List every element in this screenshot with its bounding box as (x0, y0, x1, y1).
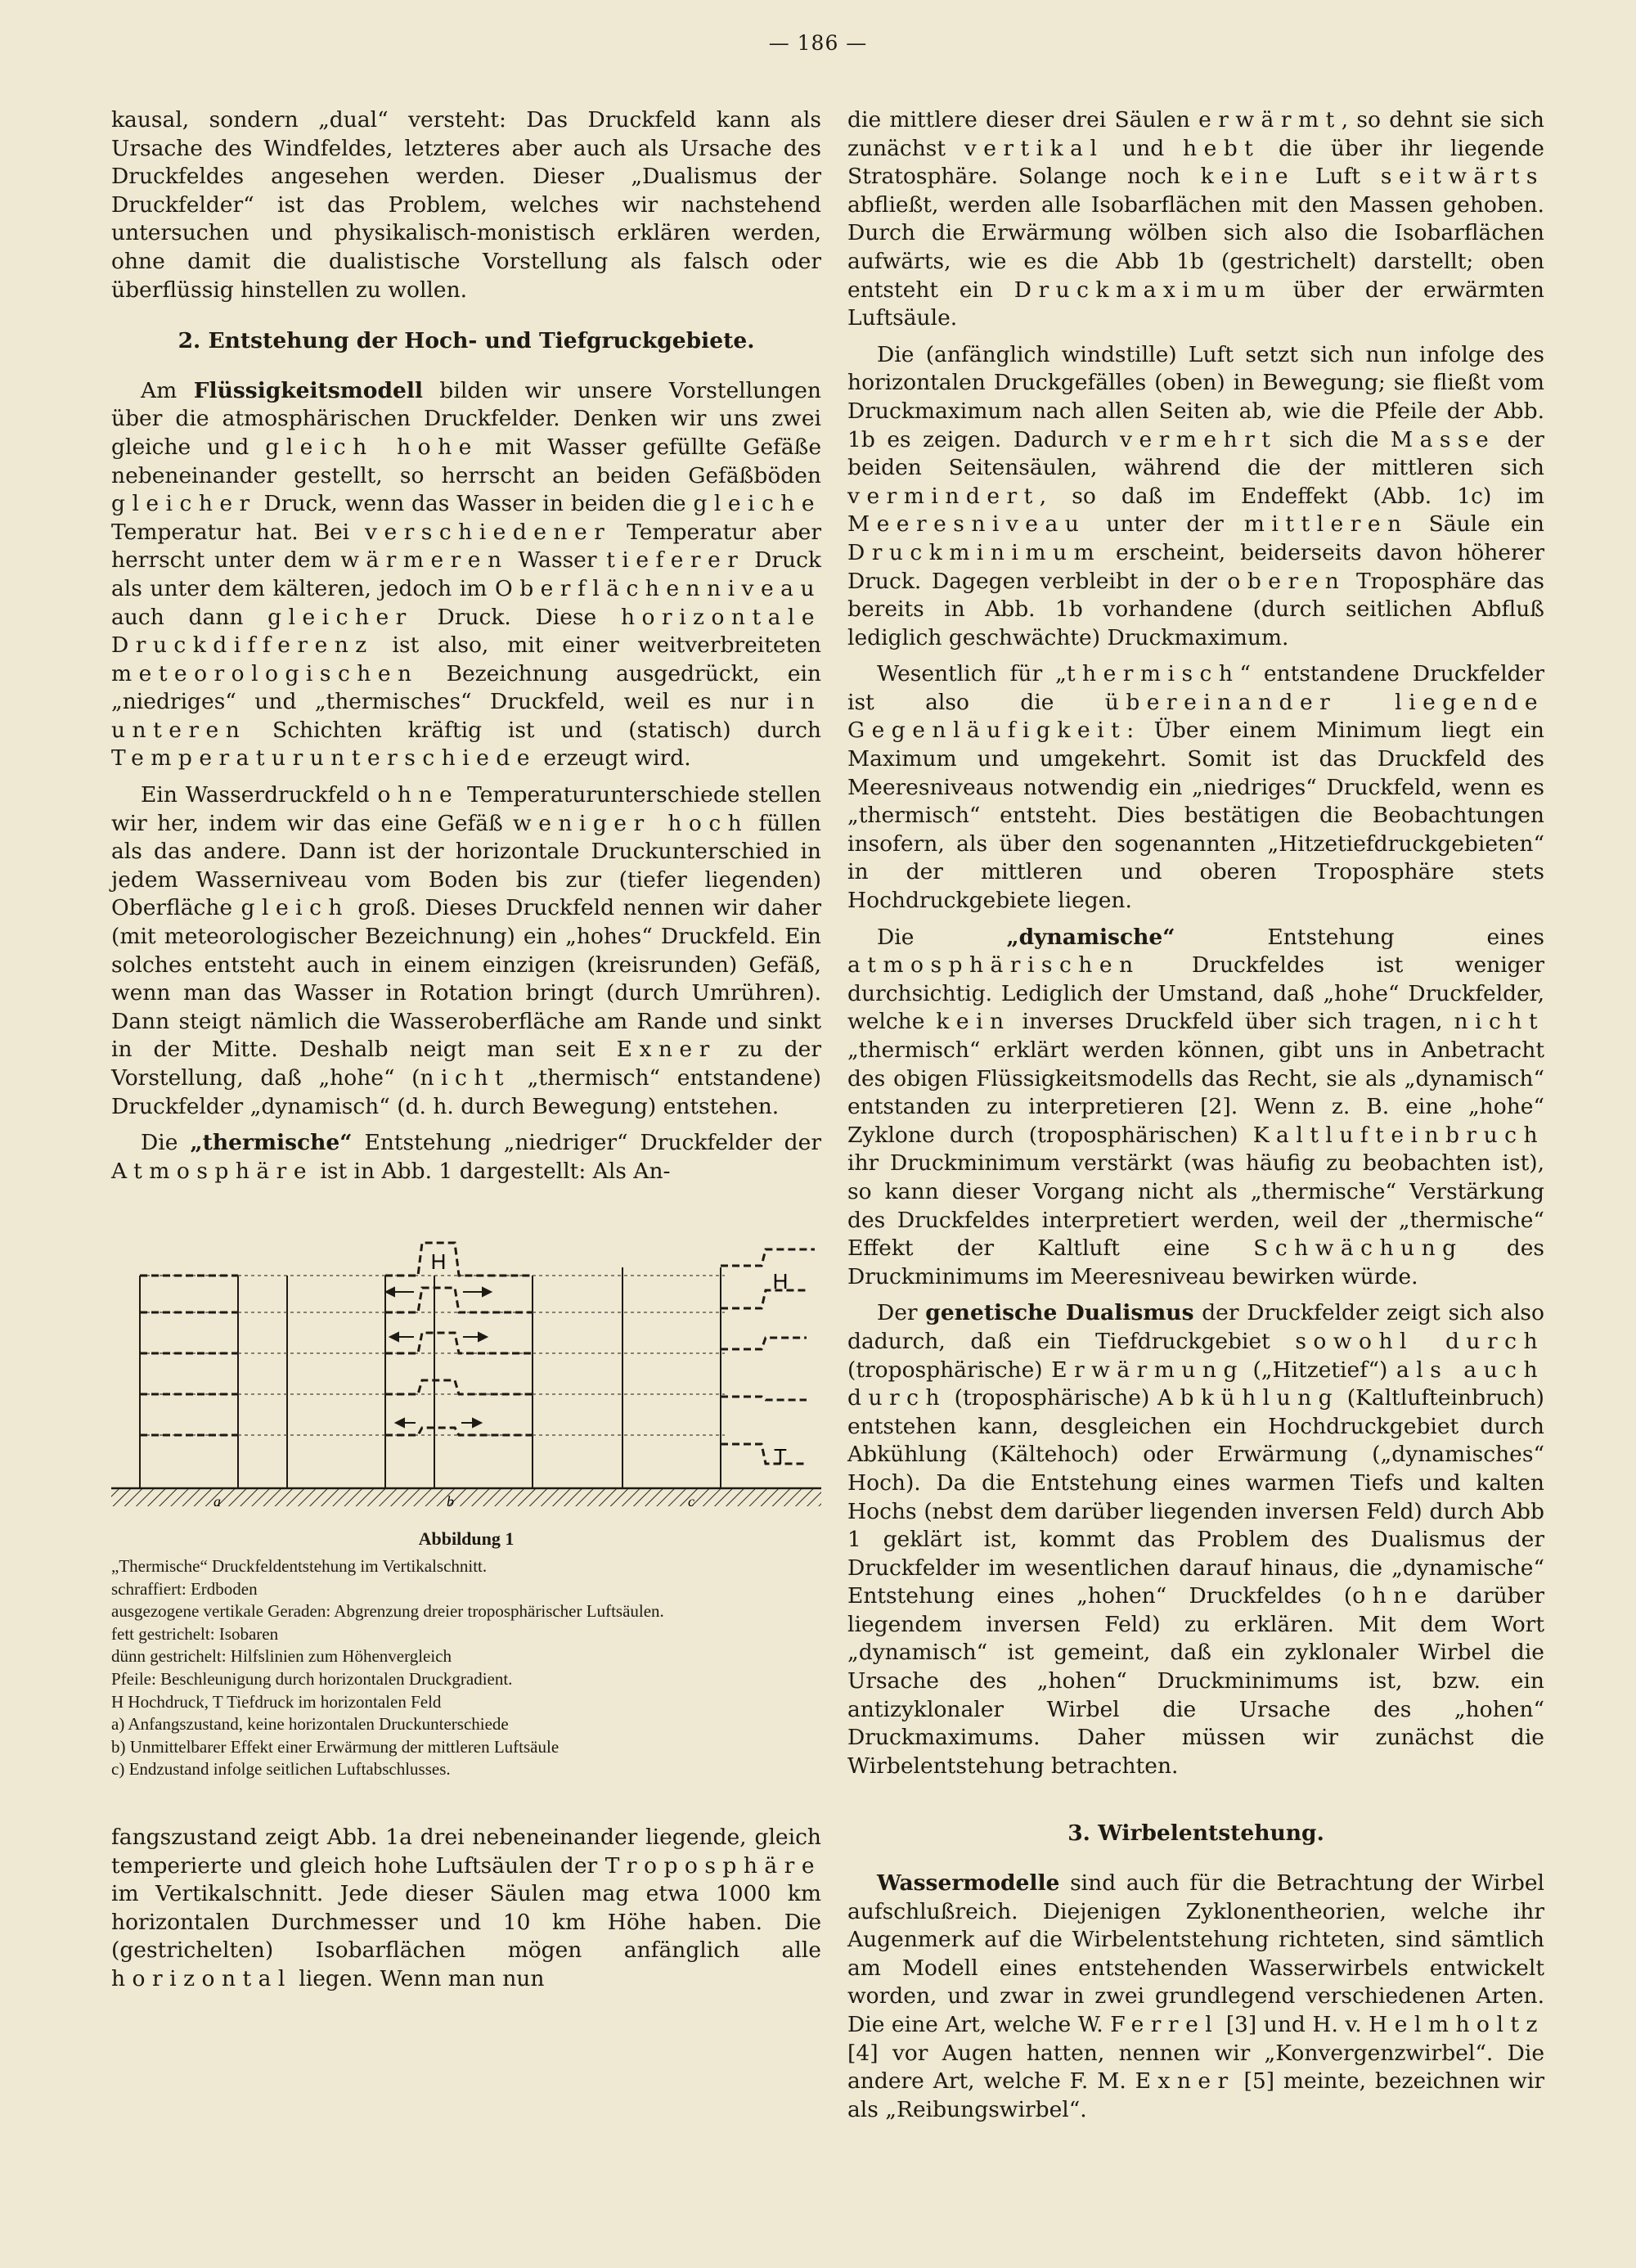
left-column (111, 106, 821, 1993)
label-h-b: H (430, 1249, 447, 1275)
right-paragraph-5: Der genetische Dualismus der Druckfelder zeigt sich also dadurch, daß ein Tiefdruckgebiet sowohl durch (troposphärische) Erwärmung („Hitzetief“) als auch durch (troposphärische) Abkühlung (Kaltlufteinbruch) entstehen kann, desgleichen ein Hochdruckgebiet durch Abkühlung (Kältehoch) oder Erwärmung („dynamisches“ Hoch). Da die Entstehung eines warmen Tiefs und kalten Hochs (nebst dem darüber liegenden inversen Feld) durch Abb 1 geklärt ist, kommt das Problem des Dualismus der Druckfelder im wesentlichen darauf hinaus, die „dynamische“ Entstehung eines „hohen“ Druckfeldes (ohne darüber liegendem inversen Feld) zu erklären. Mit dem Wort „dynamisch“ ist gemeint, daß ein zyklonaler Wirbel die Ursache des „hohen“ Druckminimums ist, bzw. ein antizyklonaler Wirbel die Ursache des „hohen“ Druckmaximums. Daher müssen wir zunächst die Wirbelentstehung betrachten. (847, 1300, 1544, 1779)
right-paragraph-2: Die (anfänglich windstille) Luft setzt sich nun infolge des horizontalen Druckgefälles (oben) in Bewegung; sie fließt vom Druckmaximum nach allen Seiten ab, wie die Pfeile der Abb. 1b es zeigen. Dadurch vermehrt sich die Masse der beiden Seitensäulen, während die der mittleren sich vermindert, so daß im Endeffekt (Abb. 1c) im Meeresniveau unter der mittleren Säule ein Druckminimum erscheint, beiderseits davon höherer Druck. Dagegen verbleibt in der oberen Troposphäre das bereits in Abb. 1b vorhandene (durch seitlichen Abfluß lediglich geschwächte) Druckmaximum. (847, 341, 1544, 650)
figure-title: Abbildung 1 (418, 1528, 515, 1550)
column-boundaries (140, 1267, 721, 1488)
isobars-panel-c (721, 1249, 815, 1464)
label-h-c: H (772, 1269, 789, 1294)
right-paragraph-1: die mittlere dieser drei Säulen erwärmt, so dehnt sie sich zunächst vertikal und hebt die über ihr liegende Stratosphäre. Solange noch keine Luft seitwärts abfließt, werden alle Isobarflächen mit den Massen gehoben. Durch die Erwärmung wölben sich also die Isobarflächen aufwärts, wie es die Abb 1b (gestrichelt) darstellt; oben entsteht ein Druckmaximum über der erwärmten Luftsäule. (847, 107, 1544, 331)
caption-line: fett gestrichelt: Isobaren (111, 1623, 279, 1644)
right-paragraph-6: Wassermodelle sind auch für die Betrachtung der Wirbel aufschlußreich. Diejenigen Zyklonentheorien, welche ihr Augenmerk auf die Wirbelentstehung richteten, sind sämtlich am Modell eines entstehenden Wasserwirbels entwickelt worden, und zwar in zwei grundlegend verschiedenen Arten. Die eine Art, welche W. Ferrel [3] und H. v. Helmholtz [4] vor Augen hatten, nennen wir „Konvergenzwirbel“. Die andere Art, welche F. M. Exner [5] meinte, bezeichnen wir als „Reibungswirbel“. (847, 1870, 1544, 2122)
left-paragraph-1: kausal, sondern „dual“ versteht: Das Druckfeld kann als Ursache des Windfeldes, letzteres aber auch als Ursache des Druckfeldes angesehen werden. Dieser „Dualismus der Druckfelder“ ist das Problem, welches wir nachstehend untersuchen und physikalisch-monistisch erklären werden, ohne damit die dualistische Vorstellung als falsch oder überflüssig hinstellen zu wollen. (111, 107, 821, 303)
label-a: a (213, 1493, 221, 1510)
caption-line: dünn gestrichelt: Hilfslinien zum Höhenvergleich (111, 1646, 452, 1667)
caption-line: „Thermische“ Druckfeldentstehung im Vertikalschnitt. (111, 1555, 488, 1576)
left-paragraph-2: Am Flüssigkeitsmodell bilden wir unsere Vorstellungen über die atmosphärischen Druckfelder. Denken wir uns zwei gleiche und gleich hohe mit Wasser gefüllte Gefäße nebeneinander gestellt, so herrscht an beiden Gefäßböden gleicher Druck, wenn das Wasser in beiden die gleiche Temperatur hat. Bei verschiedener Temperatur aber herrscht unter dem wärmeren Wasser tieferer Druck als unter dem kälteren, jedoch im Oberflächenniveau auch dann gleicher Druck. Diese horizontale Druckdifferenz ist also, mit einer weitverbreiteten meteorologischen Bezeichnung ausgedrückt, ein „niedriges“ und „thermisches“ Druckfeld, weil es nur in unteren Schichten kräftig ist und (statisch) durch Temperaturunterschiede erzeugt wird. (111, 377, 821, 772)
left-paragraph-3: Ein Wasserdruckfeld ohne Temperaturunterschiede stellen wir her, indem wir das eine Gefäß weniger hoch füllen als das andere. Dann ist der horizontale Druckunterschied in jedem Wasserniveau vom Boden bis zur (tiefer liegenden) Oberfläche gleich groß. Dieses Druckfeld nennen wir daher (mit meteorologischer Bezeichnung) ein „hohes“ Druckfeld. Ein solches entsteht auch in einem einzigen (kreisrunden) Gefäß, wenn man das Wasser in Rotation bringt (durch Umrühren). Dann steigt nämlich die Wasseroberfläche am Rande und sinkt in der Mitte. Deshalb neigt man seit Exner zu der Vorstellung, daß „hohe“ (nicht „thermisch“ entstandene) Druckfelder „dynamisch“ (d. h. durch Bewegung) entstehen. (111, 782, 822, 1119)
caption-line: schraffiert: Erdboden (111, 1578, 258, 1599)
label-b: b (447, 1493, 454, 1510)
gradient-arrows (386, 1288, 491, 1427)
caption-line: c) Endzustand infolge seitlichen Luftabschlusses. (111, 1759, 451, 1780)
section-heading-3: 3. Wirbelentstehung. (1067, 1820, 1324, 1847)
left-paragraph-5: fangszustand zeigt Abb. 1a drei nebeneinander liegende, gleich temperierte und gleich hohe Luftsäulen der Troposphäre im Vertikalschnitt. Jede dieser Säulen mag etwa 1000 km horizontalen Durchmesser und 10 km Höhe haben. Die (gestrichelten) Isobarflächen mögen anfänglich alle horizontal liegen. Wenn man nun (111, 1824, 821, 1991)
isobars-panel-a (140, 1276, 238, 1435)
right-paragraph-4: Die „dynamische“ Entstehung eines atmosphärischen Druckfeldes ist weniger durchsichtig. Lediglich der Umstand, daß „hohe“ Druckfelder, welche kein inverses Druckfeld über sich tragen, nicht „thermisch“ erklärt werden können, gibt uns in Anbetracht des obigen Flüssigkeitsmodells das Recht, sie als „dynamisch“ entstanden zu interpretieren [2]. Wenn z. B. eine „hohe“ Zyklone durch (troposphärischen) Kaltlufteinbruch ihr Druckminimum verstärkt (was häufig zu beobachten ist), so kann dieser Vorgang nicht als „thermische“ Verstärkung des Druckfeldes interpretiert werden, weil der „thermische“ Effekt der Kaltluft eine Schwächung des Druckminimums im Meeresniveau bewirken würde. (847, 924, 1545, 1289)
caption-line: ausgezogene vertikale Geraden: Abgrenzung dreier troposphärischer Luftsäulen. (111, 1601, 664, 1622)
label-t-c: T (774, 1444, 787, 1469)
isobars-panel-b (385, 1243, 533, 1435)
caption-line: a) Anfangszustand, keine horizontalen Druckunterschiede (111, 1714, 509, 1735)
helper-lines (140, 1276, 725, 1435)
figure-1-diagram (111, 1218, 821, 1521)
figure-caption (111, 1528, 821, 1781)
caption-line: b) Unmittelbarer Effekt einer Erwärmung der mittleren Luftsäule (111, 1736, 560, 1757)
caption-line: H Hochdruck, T Tiefdruck im horizontalen Feld (111, 1691, 442, 1712)
label-c: c (688, 1493, 694, 1510)
figure-1 (111, 1218, 821, 1781)
section-heading-2: 2. Entstehung der Hoch- und Tiefgruckgebiete. (178, 328, 755, 354)
left-paragraph-4: Die „thermische“ Entstehung „niedriger“ Druckfelder der Atmosphäre ist in Abb. 1 dargestellt: Als An- (111, 1130, 821, 1184)
caption-line: Pfeile: Beschleunigung durch horizontalen Druckgradient. (111, 1668, 513, 1689)
page-number: — 186 — (768, 31, 868, 55)
right-column (847, 106, 1544, 2124)
right-paragraph-3: Wesentlich für „thermisch“ entstandene Druckfelder ist also die übereinander liegende Gegenläufigkeit: Über einem Minimum liegt ein Maximum und umgekehrt. Somit ist das Druckfeld des Meeresniveaus notwendig ein „niedriges“ Druckfeld, wenn es „thermisch“ entsteht. Dies bestätigen die Beobachtungen insofern, als über den sogenannten „Hitzetiefdruckgebieten“ in der mittleren und oberen Troposphäre stets Hochdruckgebiete liegen. (847, 661, 1544, 914)
